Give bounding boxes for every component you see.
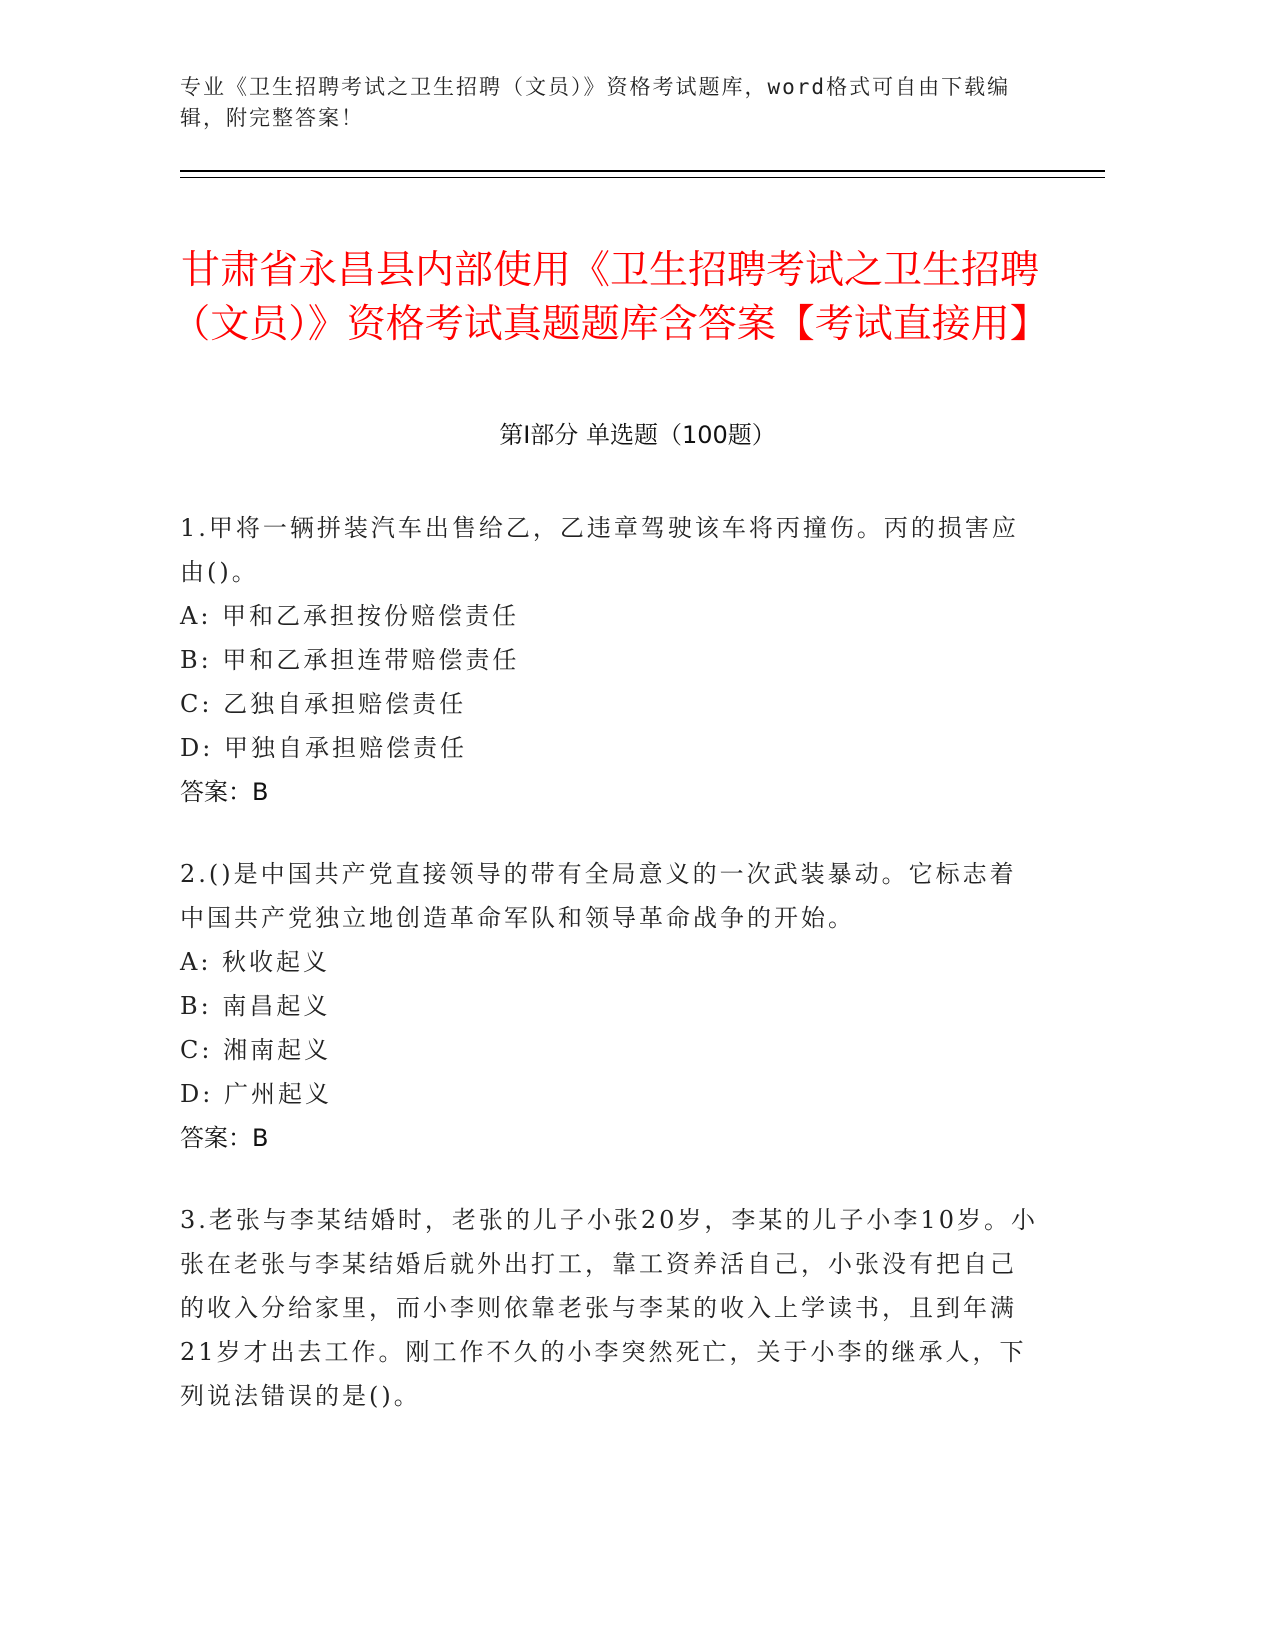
document-title: 甘肃省永昌县内部使用《卫生招聘考试之卫生招聘（文员）》资格考试真题题库含答案【考试直接用】 xyxy=(171,248,1049,348)
question-3 xyxy=(180,1198,1040,1418)
answer: 答案：B xyxy=(180,778,269,806)
option-b: B: 甲和乙承担连带赔偿责任 xyxy=(180,646,520,674)
header-divider-thin xyxy=(180,177,1105,178)
question-2 xyxy=(180,852,1040,1160)
section-title: 第I部分 单选题（100题） xyxy=(499,421,776,449)
question-stem: 2.()是中国共产党直接领导的带有全局意义的一次武装暴动。它标志着中国共产党独立地创造革命军队和领导革命战争的开始。 xyxy=(180,860,1017,932)
question-list xyxy=(180,506,1040,1456)
option-a: A: 甲和乙承担按份赔偿责任 xyxy=(180,602,520,630)
option-d: D: 甲独自承担赔偿责任 xyxy=(180,734,467,762)
option-d: D: 广州起义 xyxy=(180,1080,332,1108)
question-1 xyxy=(180,506,1040,814)
option-a: A: 秋收起义 xyxy=(180,948,331,976)
option-b: B: 南昌起义 xyxy=(180,992,331,1020)
header-note: 专业《卫生招聘考试之卫生招聘（文员）》资格考试题库，word格式可自由下载编辑，附完整答案！ xyxy=(180,75,1011,130)
header-divider-thick xyxy=(180,170,1105,172)
question-stem: 1.甲将一辆拼装汽车出售给乙，乙违章驾驶该车将丙撞伤。丙的损害应由()。 xyxy=(180,514,1019,586)
answer: 答案：B xyxy=(180,1124,269,1152)
option-c: C: 湘南起义 xyxy=(180,1036,332,1064)
question-stem: 3.老张与李某结婚时，老张的儿子小张20岁，李某的儿子小李10岁。小张在老张与李某结婚后就外出打工，靠工资养活自己，小张没有把自己的收入分给家里，而小李则依靠老张与李某的收入上学读书，且到年满21岁才出去工作。刚工作不久的小李突然死亡，关于小李的继承人，下列说法错误的是()。 xyxy=(180,1206,1038,1410)
option-c: C: 乙独自承担赔偿责任 xyxy=(180,690,467,718)
